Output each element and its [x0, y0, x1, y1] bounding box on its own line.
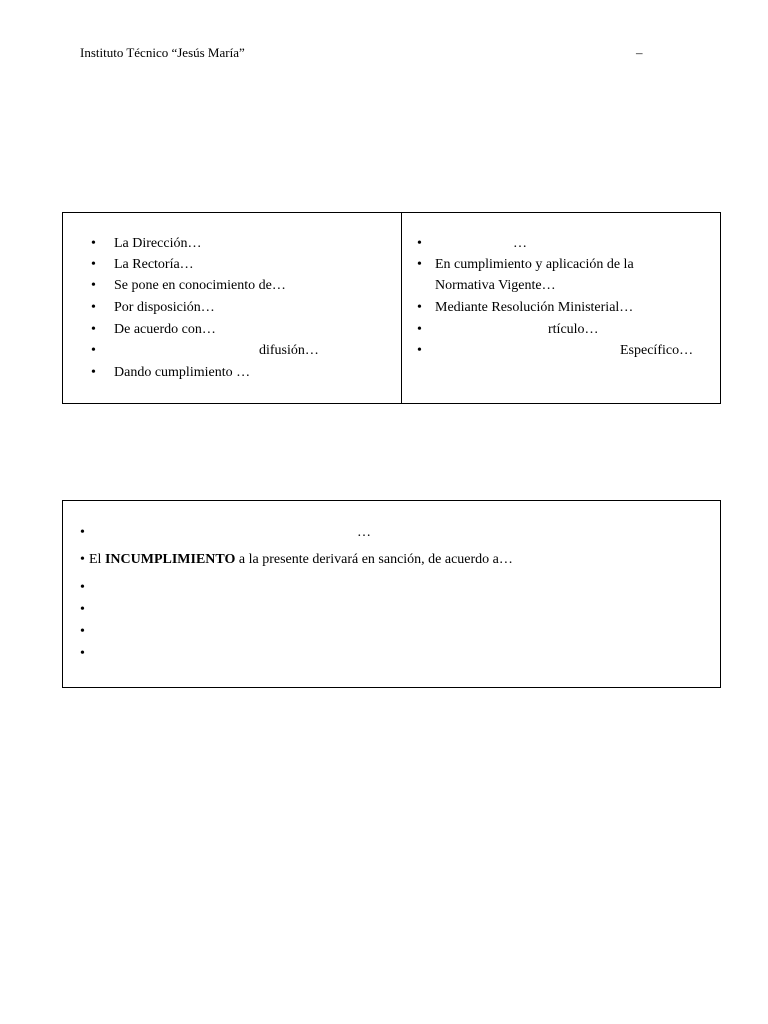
bullet: • — [91, 322, 96, 337]
list-item: De acuerdo con… — [114, 322, 216, 337]
list-item: difusión… — [259, 343, 319, 358]
bullet: • — [91, 236, 96, 251]
list-item: … — [357, 525, 371, 540]
bullet: • — [91, 343, 96, 358]
bullet: • — [80, 580, 85, 595]
sanction-suffix: a la presente derivará en sanción, de acuerdo a… — [235, 552, 513, 567]
bullet: • — [80, 552, 85, 567]
institution-header: Instituto Técnico “Jesús María” — [80, 45, 245, 60]
sanction-box — [62, 500, 721, 688]
list-item: … — [513, 236, 527, 251]
header-dash: – — [636, 45, 643, 60]
phrases-table — [62, 212, 721, 404]
bullet: • — [91, 257, 96, 272]
column-divider — [401, 213, 402, 403]
sanction-bold: INCUMPLIMIENTO — [104, 552, 236, 567]
bullet: • — [80, 624, 85, 639]
bullet: • — [417, 257, 422, 272]
bullet: • — [417, 236, 422, 251]
bullet: • — [80, 602, 85, 617]
list-item: Se pone en conocimiento de… — [114, 278, 286, 293]
list-item: Por disposición… — [114, 300, 215, 315]
bullet: • — [91, 278, 96, 293]
bullet: • — [91, 300, 96, 315]
bullet: • — [417, 322, 422, 337]
list-item: La Rectoría… — [114, 257, 194, 272]
bullet: • — [80, 525, 85, 540]
list-item-continuation: Normativa Vigente… — [435, 278, 556, 293]
list-item: rtículo… — [548, 322, 599, 337]
bullet: • — [417, 300, 422, 315]
list-item-sanction — [89, 549, 513, 570]
list-item: En cumplimiento y aplicación de la — [435, 257, 634, 272]
list-item: Dando cumplimiento … — [114, 365, 251, 380]
bullet: • — [417, 343, 422, 358]
sanction-prefix: El — [89, 552, 105, 567]
list-item: La Dirección… — [114, 236, 202, 251]
list-item: Mediante Resolución Ministerial… — [435, 300, 634, 315]
bullet: • — [91, 365, 96, 380]
list-item: Específico… — [620, 343, 694, 358]
bullet: • — [80, 646, 85, 661]
